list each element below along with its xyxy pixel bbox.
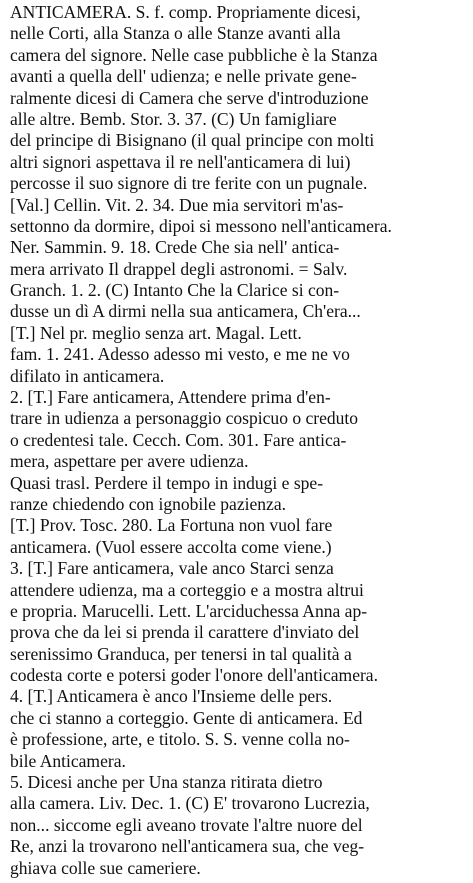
text-line: non... siccome egli aveano trovate l'altre nuore del <box>10 814 363 835</box>
text-line: che ci stanno a corteggio. Gente di anticamera. Ed <box>10 707 363 728</box>
text-line: fam. 1. 241. Adesso adesso mi vesto, e me ne vo <box>10 344 350 365</box>
text-line: serenissimo Granduca, per tenersi in tal qualità a <box>10 643 352 664</box>
text-line: e propria. Marucelli. Lett. L'arciduchessa Anna ap- <box>10 600 368 621</box>
text-line: 4. [T.] Anticamera è anco l'Insieme delle pers. <box>10 686 333 707</box>
text-line: alla camera. Liv. Dec. 1. (C) E' trovarono Lucrezia, <box>10 793 370 814</box>
text-line: [T.] Nel pr. meglio senza art. Magal. Lett. <box>10 322 302 343</box>
text-line: altri signori aspettava il re nell'anticamera di lui) <box>10 151 351 172</box>
text-line: prova che da lei si prenda il carattere d'inviato del <box>10 622 360 643</box>
text-line: bile Anticamera. <box>10 750 126 771</box>
text-line: ghiava colle sue cameriere. <box>10 857 201 878</box>
text-line: è professione, arte, e titolo. S. S. venne colla no- <box>10 729 350 750</box>
text-line: mera, aspettare per avere udienza. <box>10 451 249 472</box>
text-line: trare in udienza a personaggio cospicuo o creduto <box>10 408 359 429</box>
text-line: codesta corte e potersi goder l'onore dell'anticamera. <box>10 665 378 686</box>
text-line: o credentesi tale. Cecch. Com. 301. Fare antica- <box>10 429 347 450</box>
text-line: avanti a quella dell' udienza; e nelle private gene- <box>10 66 357 87</box>
text-line: attendere udienza, ma a corteggio e a mostra altrui <box>10 579 364 600</box>
text-line: Granch. 1. 2. (C) Intanto Che la Clarice si con- <box>10 280 340 301</box>
text-line: ranze chiedendo con ignobile pazienza. <box>10 493 286 514</box>
text-line: [T.] Prov. Tosc. 280. La Fortuna non vuol fare <box>10 515 333 536</box>
text-line: Ner. Sammin. 9. 18. Crede Che sia nell' antica- <box>10 237 340 258</box>
text-line: dusse un dì A dirmi nella sua anticamera, Ch'era... <box>10 301 361 322</box>
text-line: ANTICAMERA. S. f. comp. Propriamente dicesi, <box>10 2 361 22</box>
text-line: [Val.] Cellin. Vit. 2. 34. Due mia servitori m'as- <box>10 194 344 215</box>
text-line: camera del signore. Nelle case pubbliche è la Stanza <box>10 44 378 65</box>
text-line: anticamera. (Vuol essere accolta come viene.) <box>10 536 332 557</box>
text-line: settonno da dormire, dipoi si messono nell'anticamera. <box>10 215 392 236</box>
text-line: alle altre. Bemb. Stor. 3. 37. (C) Un famigliare <box>10 108 337 129</box>
text-line: percosse il suo signore di tre ferite con un pugnale. <box>10 173 368 194</box>
text-line: ralmente dicesi di Camera che serve d'introduzione <box>10 87 369 108</box>
text-line: difilato in anticamera. <box>10 365 165 386</box>
text-line: mera arrivato Il drappel degli astronomi. = Salv. <box>10 258 348 279</box>
text-line: 2. [T.] Fare anticamera, Attendere prima d'en- <box>10 387 331 408</box>
text-line: 5. Dicesi anche per Una stanza ritirata dietro <box>10 772 323 793</box>
text-line: Quasi trasl. Perdere il tempo in indugi e spe- <box>10 472 324 493</box>
text-line: nelle Corti, alla Stanza o alle Stanze avanti alla <box>10 23 341 44</box>
text-line: Re, anzi la trovarono nell'anticamera sua, che veg- <box>10 836 365 857</box>
text-line: 3. [T.] Fare anticamera, vale anco Starci senza <box>10 558 334 579</box>
text-line: del principe di Bisignano (il qual principe con molti <box>10 130 375 151</box>
